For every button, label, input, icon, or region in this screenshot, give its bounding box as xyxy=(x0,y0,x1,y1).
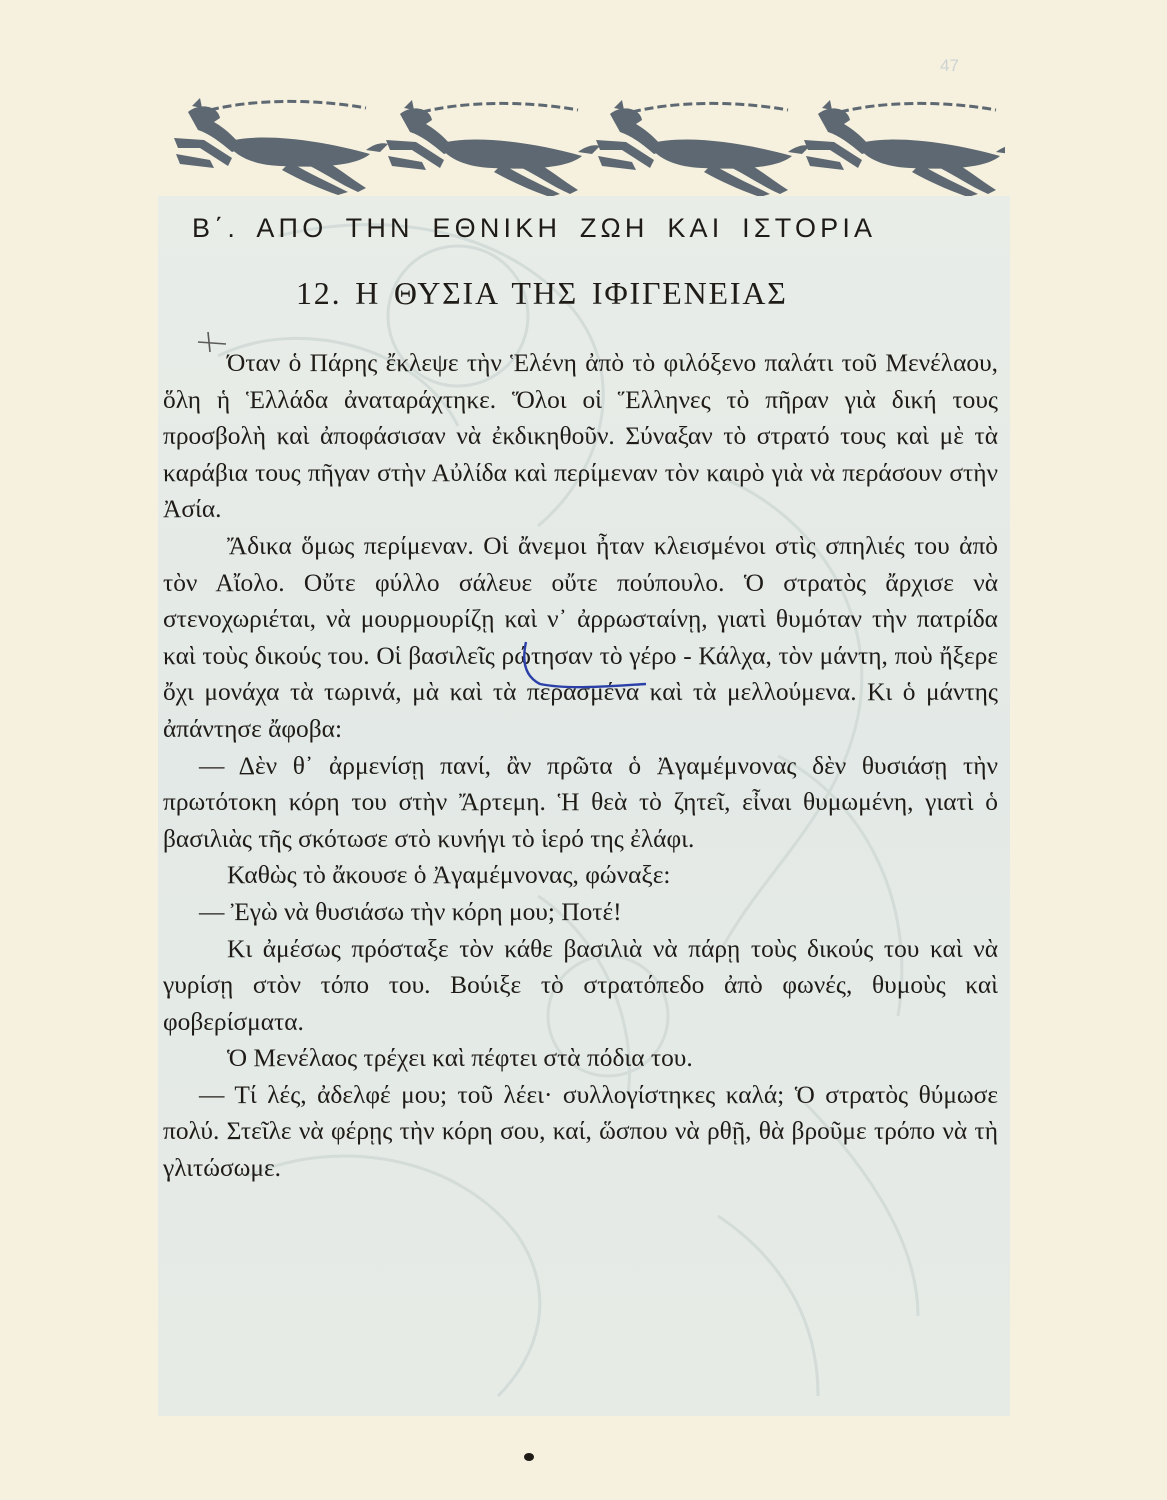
dialogue-paragraph: — Ἐγὼ νὰ θυσιάσω τὴν κόρη μου; Ποτέ! xyxy=(199,897,622,926)
paragraph: Όταν ὁ Πάρης ἔκλεψε τὴν Ἑλένη ἀπὸ τὸ φιλόξενο παλάτι τοῦ Μενέλαου, ὅλη ἡ Ἑλλάδα ἀναταράχτηκε. Ὅλοι οἱ Ἕλληνες τὸ πῆραν γιὰ δική τους προσβολὴ καὶ ἀποφάσισαν νὰ ἐκδικηθοῦν. Σύναξαν τὸ στρατό τους καὶ μὲ τὰ καράβια τους πῆγαν στὴν Αὐλίδα καὶ περίμεναν τὸν καιρὸ γιὰ νὰ περάσουν στὴν Ἀσία. xyxy=(163,349,998,524)
ink-dot-icon xyxy=(522,1450,536,1464)
dialogue-paragraph: — Τί λές, ἀδελφέ μου; τοῦ λέει· συλλογίστηκες καλά; Ὁ στρατὸς θύμωσε πολύ. Στεῖλε νὰ φέρῃς τὴν κόρη σου, καί, ὥσπου νὰ ρθῇ, θὰ βροῦμε τρόπο νὰ τὴ γλιτώσωμε. xyxy=(163,1080,998,1183)
paragraph: Καθὼς τὸ ἄκουσε ὁ Ἀγαμέμνονας, φώναξε: xyxy=(227,861,671,890)
pen-stroke-icon xyxy=(500,640,650,696)
page-number: 47 xyxy=(940,56,959,75)
paragraph: Ὁ Μενέλαος τρέχει καὶ πέφτει στὰ πόδια του. xyxy=(227,1044,693,1073)
section-heading: Β΄. ΑΠΟ ΤΗΝ ΕΘΝΙΚΗ ΖΩΗ ΚΑΙ ΙΣΤΟΡΙΑ xyxy=(192,213,877,243)
leaping-deer-frieze-icon xyxy=(170,96,1005,196)
story-text xyxy=(163,345,998,1187)
paragraph: Ἄδικα ὅμως περίμεναν. Οἱ ἄνεμοι ἦταν κλεισμένοι στὶς σπηλιές του ἀπὸ τὸν Αἴολο. Οὔτε φύλλο σάλευε οὔτε πούπουλο. Ὁ στρατὸς ἄρχισε νὰ στενοχωριέται, νὰ μουρμουρίζῃ καὶ ν᾿ ἀρρωσταίνῃ, γιατὶ θυμόταν τὴν πατρίδα καὶ τοὺς δικούς του. Οἱ βασιλεῖς ρώτησαν τὸ γέρο - Κάλχα, τὸν μάντη, ποὺ ἤξερε ὄχι μονάχα τὰ τωρινά, μὰ καὶ τὰ περασμένα καὶ τὰ μελλούμενα. Κι ὁ μάντης ἀπάντησε ἄφοβα: xyxy=(163,531,998,743)
paragraph: Κι ἀμέσως πρόσταξε τὸν κάθε βασιλιὰ νὰ πάρῃ τοὺς δικούς του καὶ νὰ γυρίσῃ στὸν τόπο του. Βούιξε τὸ στρατόπεδο ἀπὸ φωνές, θυμοὺς καὶ φοβερίσματα. xyxy=(163,934,998,1036)
pencil-mark-icon xyxy=(196,330,230,354)
dialogue-paragraph: — Δὲν θ᾿ ἀρμενίσῃ πανί, ἂν πρῶτα ὁ Ἀγαμέμνονας δὲν θυσιάσῃ τὴν πρωτότοκη κόρη του στὴν Ἄρτεμη. Ἡ θεὰ τὸ ζητεῖ, εἶναι θυμωμένη, γιατὶ ὁ βασιλιὰς τῆς σκότωσε στὸ κυνήγι τὸ ἱερό της ἐλάφι. xyxy=(163,751,998,853)
chapter-title: 12. Η ΘΥΣΙΑ ΤΗΣ ΙΦΙΓΕΝΕΙΑΣ xyxy=(296,275,788,311)
